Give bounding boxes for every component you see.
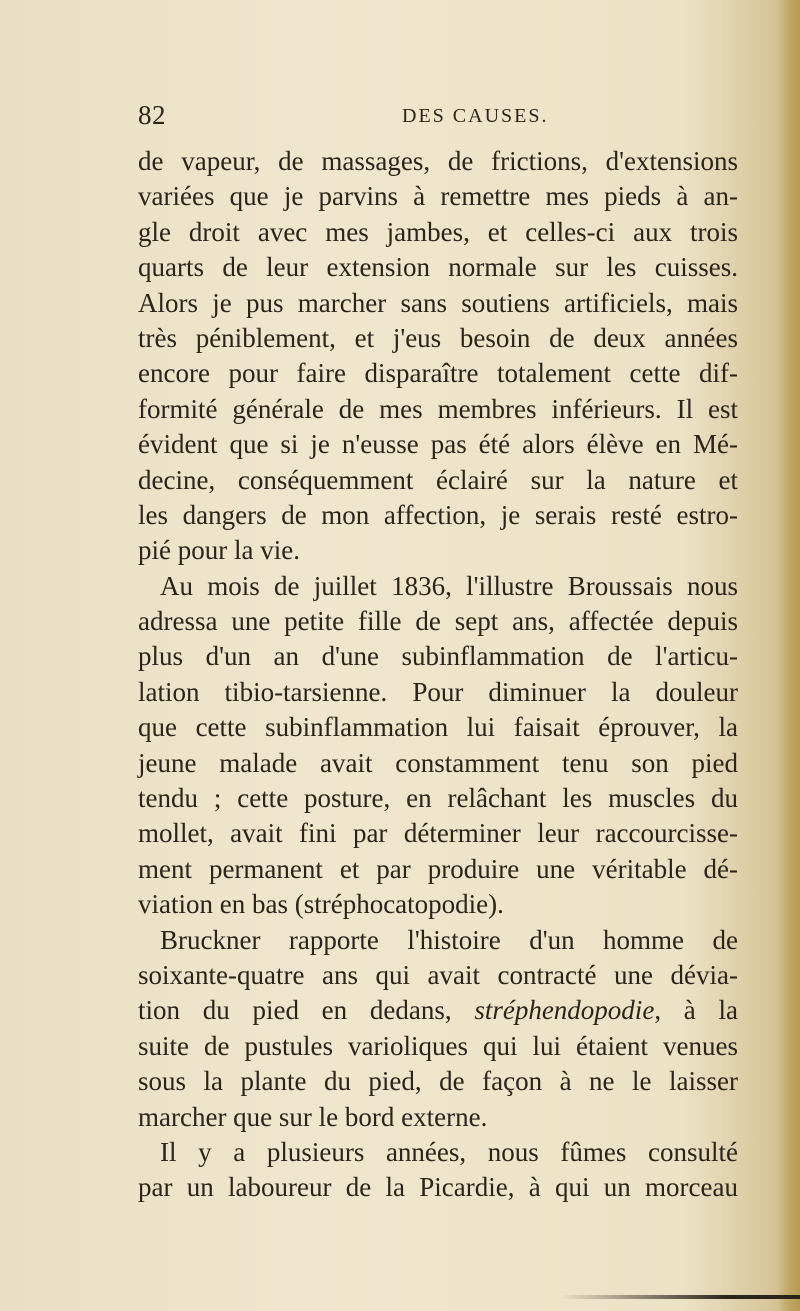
text-line: ment permanent et par produire une véritable dé- (138, 853, 738, 884)
text-run: , à la (654, 995, 738, 1026)
text-line: tendu ; cette posture, en relâchant les muscles du (138, 783, 738, 814)
text-line: decine, conséquemment éclairé sur la nature et (138, 464, 738, 495)
text-line: de vapeur, de massages, de frictions, d'extensions (138, 146, 738, 176)
text-line: lation tibio-tarsienne. Pour diminuer la douleur (138, 676, 738, 707)
text-line: quarts de leur extension normale sur les cuisses. (138, 252, 738, 283)
text-line: formité générale de mes membres inférieurs. Il est (138, 393, 738, 424)
text-line: que cette subinflammation lui faisait éprouver, la (138, 712, 738, 743)
page-edge-shadow (778, 0, 800, 1311)
text-line: évident que si je n'eusse pas été alors élève en Mé- (138, 429, 738, 460)
bottom-edge-rule (560, 1295, 800, 1299)
text-line: Alors je pus marcher sans soutiens artificiels, mais (138, 287, 738, 318)
text-line: variées que je parvins à remettre mes pieds à an- (138, 181, 738, 212)
text-line: soixante-quatre ans qui avait contracté une dévia- (138, 959, 738, 990)
text-line-with-italic (138, 993, 738, 1028)
text-run: tion du pied en dedans, (138, 995, 475, 1026)
text-line: marcher que sur le bord externe. (138, 1101, 488, 1132)
body-text (138, 144, 738, 1206)
text-line: jeune malade avait constamment tenu son pied (138, 747, 738, 778)
text-line: plus d'un an d'une subinflammation de l'articu- (138, 641, 738, 672)
text-line: suite de pustules varioliques qui lui étaient venues (138, 1030, 738, 1061)
text-line: pié pour la vie. (138, 535, 300, 566)
text-line: viation en bas (stréphocatopodie). (138, 889, 504, 920)
page-number: 82 (138, 100, 166, 130)
text-line: par un laboureur de la Picardie, à qui un morceau (138, 1172, 738, 1203)
text-line: très péniblement, et j'eus besoin de deux années (138, 322, 738, 353)
page-header (138, 100, 738, 130)
paragraph-start-line: Au mois de juillet 1836, l'illustre Broussais nous (160, 570, 738, 601)
paragraph-start-line: Bruckner rapporte l'histoire d'un homme de (160, 924, 738, 955)
text-line: gle droit avec mes jambes, et celles-ci aux trois (138, 216, 738, 247)
paragraph-start-line: Il y a plusieurs années, nous fûmes consulté (160, 1136, 738, 1167)
text-line: sous la plante du pied, de façon à ne le laisser (138, 1066, 738, 1097)
text-line: adressa une petite fille de sept ans, affectée depuis (138, 606, 738, 637)
text-line: les dangers de mon affection, je serais resté estro- (138, 499, 738, 530)
italic-term: stréphendopodie (474, 995, 655, 1026)
running-head: DES CAUSES. (402, 105, 549, 127)
text-line: encore pour faire disparaître totalement cette dif- (138, 358, 738, 389)
text-line: mollet, avait fini par déterminer leur raccourcisse- (138, 818, 738, 849)
